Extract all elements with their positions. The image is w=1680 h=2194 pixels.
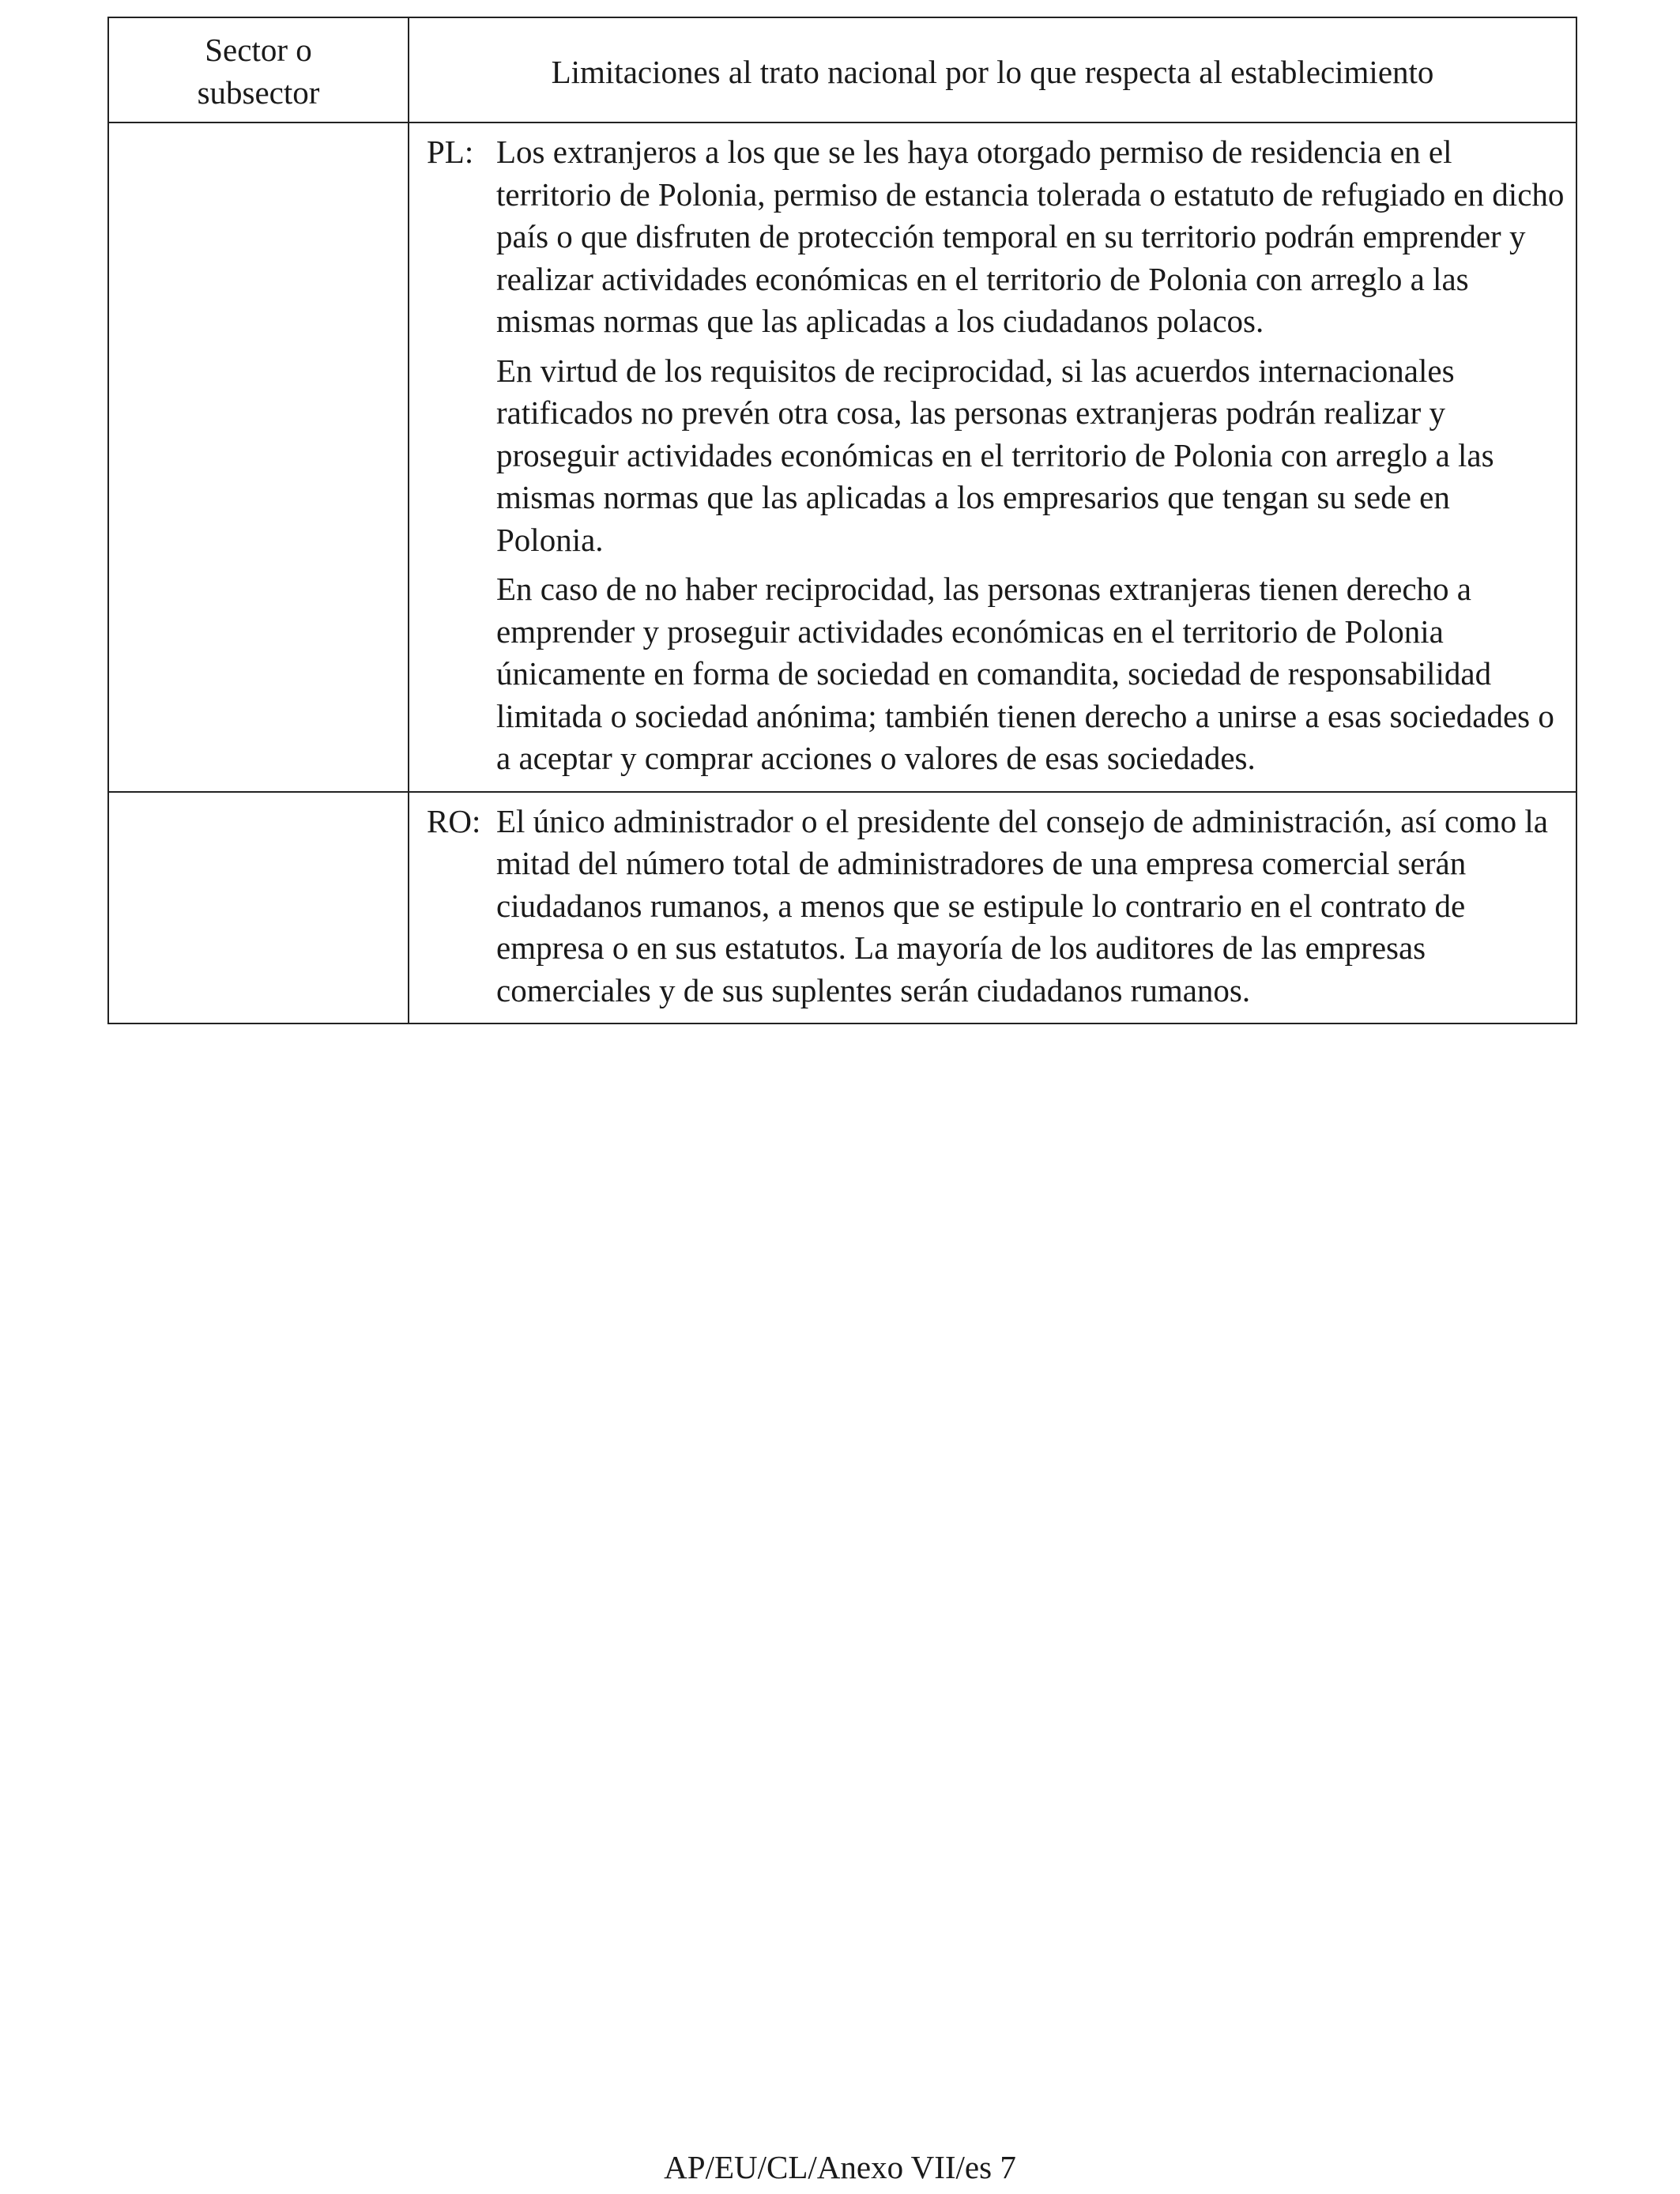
- country-code-pl: PL:: [427, 134, 474, 170]
- paragraph: El único administrador o el presidente del consejo de administración, así como la mitad del número total de administradores de una empresa comercial serán ciudadanos rumanos, a menos que se estipule lo contrario en el contrato de empresa o en sus estatutos. La mayoría de los auditores de las empresas comerciales y de sus suplentes serán ciudadanos rumanos.: [496, 802, 1548, 1008]
- entry-pl: [427, 131, 1565, 780]
- table-row-ro: [108, 792, 1576, 1024]
- paragraph: En caso de no haber reciprocidad, las personas extranjeras tienen derecho a emprender y proseguir actividades económicas en el territorio de Polonia únicamente en forma de sociedad en comandita, sociedad de responsabilidad limitada o sociedad anónima; también tienen derecho a unirse a esas sociedades o a aceptar y comprar acciones o valores de esas sociedades.: [496, 571, 1554, 776]
- paragraph: Los extranjeros a los que se les haya otorgado permiso de residencia en el territorio de Polonia, permiso de estancia tolerada o estatuto de refugiado en dicho país o que disfruten de protección temporal en su territorio podrán emprender y realizar actividades económicas en el territorio de Polonia con arreglo a las mismas normas que las aplicadas a los ciudadanos polacos.: [496, 134, 1565, 339]
- entry-ro: [427, 801, 1565, 1012]
- header-sector-line2: subsector: [197, 74, 320, 111]
- page-footer-reference: AP/EU/CL/Anexo VII/es 7: [664, 2149, 1016, 2185]
- header-sector-line1: Sector o: [205, 32, 312, 68]
- country-code-ro: RO:: [427, 802, 481, 839]
- table-header-row: [108, 17, 1576, 123]
- paragraph: En virtud de los requisitos de reciprocidad, si las acuerdos internacionales ratificados no prevén otra cosa, las personas extranjeras podrán realizar y proseguir actividades económicas en el territorio de Polonia con arreglo a las mismas normas que las aplicadas a los empresarios que tengan su sede en Polonia.: [496, 352, 1494, 558]
- limitations-table: [107, 17, 1577, 1024]
- header-limits: Limitaciones al trato nacional por lo que respecta al establecimiento: [409, 17, 1576, 123]
- entry-body-ro: [496, 801, 1565, 1012]
- sector-cell-ro: [108, 792, 409, 1024]
- sector-cell-pl: [108, 123, 409, 792]
- entry-body-pl: [496, 131, 1565, 780]
- header-sector: [108, 17, 409, 123]
- limits-cell-ro: [409, 792, 1576, 1024]
- table-row-pl: [108, 123, 1576, 792]
- limits-cell-pl: [409, 123, 1576, 792]
